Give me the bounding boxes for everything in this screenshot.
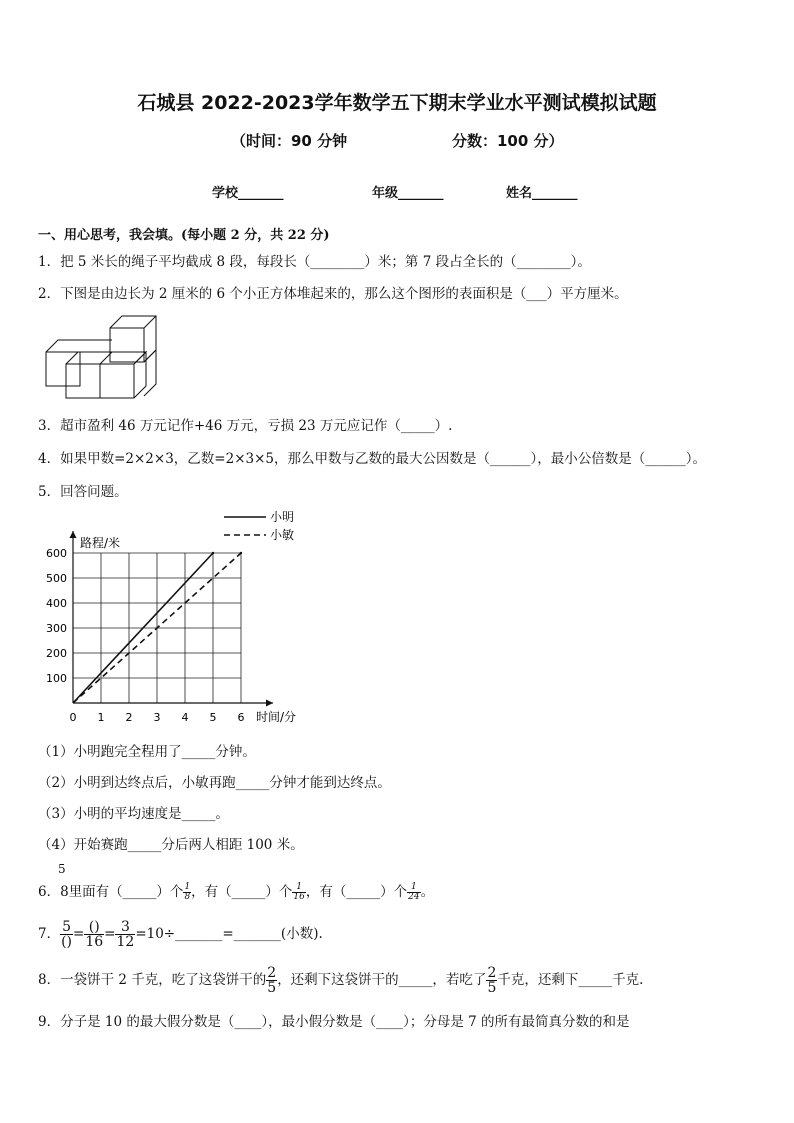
question-1: 1．把 5 米长的绳子平均截成 8 段，每段长（________）米；第 7 段占全长的（________）。 [38, 254, 591, 270]
question-6-text-2: ，有（_____）个 [191, 884, 293, 900]
x-tick-label: 2 [125, 711, 133, 724]
chart-axes [70, 531, 274, 707]
legend-label-2: 小敏 [270, 528, 295, 542]
exam-score: 分数：100 分） [452, 132, 564, 150]
y-tick-label: 500 [46, 572, 67, 585]
fraction-7-b: $\frac{()}{16}$ [85, 919, 104, 950]
x-axis-arrow [266, 700, 273, 707]
x-tick-label: 6 [237, 711, 245, 724]
fraction-one-twentyfourth: $\frac{1}{24}$ [408, 882, 420, 902]
y-tick-label: 100 [46, 672, 67, 685]
question-6-numerator: 5 [58, 862, 66, 876]
question-5-sub-1: （1）小明跑完全程用了_____分钟。 [38, 744, 256, 760]
x-tick-label: 0 [69, 711, 77, 724]
question-8-text-a: 8．一袋饼干 2 千克，吃了这袋饼干的 [38, 972, 267, 988]
y-tick-label: 200 [46, 647, 67, 660]
fraction-8-b: $\frac{2}{5}$ [487, 965, 497, 996]
question-4: 4．如果甲数=2×2×3，乙数=2×3×5，那么甲数与乙数的最大公因数是（______），最小公倍数是（______）。 [38, 451, 706, 467]
fraction-one-eighth: $\frac{1}{8}$ [184, 882, 191, 902]
question-6-lead: 6．8 [38, 884, 69, 900]
exam-title: 石城县 2022-2023学年数学五下期末学业水平测试模拟试题 [137, 92, 657, 114]
grade-field: 年级_______ [372, 186, 444, 201]
fraction-8-a: $\frac{2}{5}$ [267, 965, 277, 996]
question-6-text-1: 里面有（_____）个 [68, 884, 184, 900]
series-end-point [212, 552, 214, 554]
question-8-text-c: 千克，还剩下_____千克. [497, 972, 644, 988]
name-field: 姓名_______ [506, 186, 578, 201]
chart-legend [224, 510, 294, 542]
question-5-sub-3: （3）小明的平均速度是_____。 [38, 806, 229, 822]
x-tick-label: 3 [153, 711, 161, 724]
fraction-7-c: $\frac{3}{12}$ [116, 919, 135, 950]
y-axis-arrow [70, 531, 77, 538]
y-tick-label: 600 [46, 547, 67, 560]
question-8 [38, 966, 643, 995]
y-tick-label: 300 [46, 622, 67, 635]
section-heading: 一、用心思考，我会填。(每小题 2 分，共 22 分) [38, 228, 330, 243]
x-axis-label: 时间/分 [256, 710, 297, 724]
x-tick-label: 1 [97, 711, 105, 724]
cube-figure [42, 312, 162, 404]
question-2: 2．下图是由边长为 2 厘米的 6 个小正方体堆起来的，那么这个图形的表面积是（___）平方厘米。 [38, 286, 628, 302]
distance-time-chart [30, 505, 320, 730]
question-3: 3．超市盈利 46 万元记作+46 万元，亏损 23 万元应记作（_____）. [38, 418, 453, 434]
question-5: 5．回答问题。 [38, 484, 128, 500]
fraction-7-a: $\frac{5}{()}$ [61, 919, 73, 950]
question-9: 9．分子是 10 的最大假分数是（____），最小假分数是（____）；分母是 7 的所有最简真分数的和是 [38, 1014, 630, 1030]
question-7-lead: 7． [38, 926, 61, 942]
exam-time: （时间：90 分钟 [231, 132, 348, 150]
x-tick-label: 5 [209, 711, 217, 724]
question-6-text-3: ，有（_____）个 [305, 884, 408, 900]
y-axis-label: 路程/米 [80, 536, 121, 550]
question-5-sub-2: （2）小明到达终点后，小敏再跑_____分钟才能到达终点。 [38, 775, 391, 791]
chart-series [73, 552, 242, 703]
x-tick-label: 4 [181, 711, 189, 724]
y-tick-label: 400 [46, 597, 67, 610]
legend-label-1: 小明 [270, 510, 295, 524]
school-field: 学校_______ [212, 186, 284, 201]
fraction-one-sixteenth: $\frac{1}{16}$ [293, 882, 305, 902]
question-7-rest: =10÷_______=_______(小数). [135, 926, 323, 942]
question-8-text-b: ，还剩下这袋饼干的_____，若吃了 [277, 972, 487, 988]
series-end-point [240, 552, 242, 554]
question-6: 6．8里面有（_____）个 $\frac{1}{8}$ ，有（_____）个 $\frac{1}{16}$ ，有（_____）个 $\frac{1}{24}$ 。 [38, 882, 435, 902]
question-5-sub-4: （4）开始赛跑_____分后两人相距 100 米。 [38, 837, 304, 853]
question-7: 7． $\frac{5}{()}$ = $\frac{()}{16}$ = $\frac{3}{12}$ =10÷_______=_______(小数). [38, 919, 323, 950]
chart-ticks [46, 547, 245, 724]
